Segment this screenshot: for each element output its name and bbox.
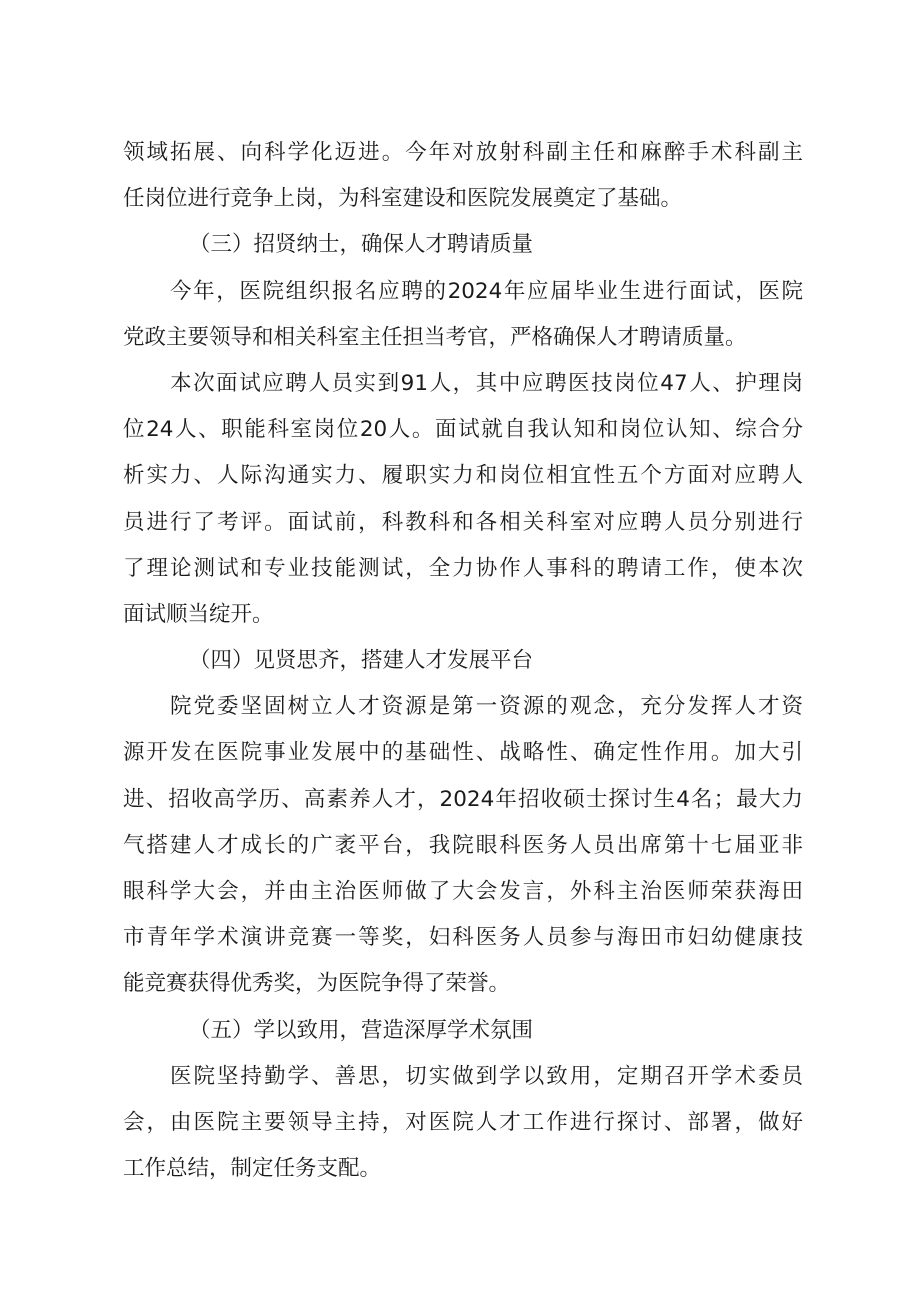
paragraph-line: 源开发在医院事业发展中的基础性、战略性、确定性作用。加大引 [123, 740, 803, 766]
document-body [123, 130, 803, 1192]
paragraph-line: 气搭建人才成长的广袤平台，我院眼科医务人员出席第十七届亚非 [123, 832, 803, 858]
paragraph-line: 本次面试应聘人员实到91人，其中应聘医技岗位47人、护理岗 [170, 370, 803, 396]
section-heading-4: （四）见贤思齐，搭建人才发展平台 [189, 648, 534, 674]
section-heading-5: （五）学以致用，营造深厚学术氛围 [189, 1017, 534, 1043]
paragraph-line: 面试顺当绽开。 [123, 601, 274, 627]
paragraph-line: 位24人、职能科室岗位20人。面试就自我认知和岗位认知、综合分 [123, 417, 803, 443]
paragraph-line: 今年，医院组织报名应聘的2024年应届毕业生进行面试，医院 [170, 278, 803, 304]
paragraph-line: 领域拓展、向科学化迈进。今年对放射科副主任和麻醉手术科副主 [123, 140, 803, 165]
section-heading-3: （三）招贤纳士，确保人才聘请质量 [189, 232, 534, 258]
paragraph-line: 院党委坚固树立人才资源是第一资源的观念，充分发挥人才资 [170, 694, 803, 720]
paragraph-line: 能竞赛获得优秀奖，为医院争得了荣誉。 [123, 971, 511, 997]
paragraph-line: 进、招收高学历、高素养人才，2024年招收硕士探讨生4名；最大力 [123, 786, 803, 812]
paragraph-line: 员进行了考评。面试前，科教科和各相关科室对应聘人员分别进行 [123, 509, 803, 535]
paragraph-line: 医院坚持勤学、善思，切实做到学以致用，定期召开学术委员 [170, 1063, 803, 1089]
paragraph-line: 析实力、人际沟通实力、履职实力和岗位相宜性五个方面对应聘人 [123, 463, 803, 489]
paragraph-line: 了理论测试和专业技能测试，全力协作人事科的聘请工作，使本次 [123, 555, 803, 581]
paragraph-line: 工作总结，制定任务支配。 [123, 1156, 382, 1182]
paragraph-line: 市青年学术演讲竞赛一等奖，妇科医务人员参与海田市妇幼健康技 [123, 925, 803, 951]
paragraph-line: 党政主要领导和相关科室主任担当考官，严格确保人才聘请质量。 [123, 324, 747, 350]
paragraph-line: 会，由医院主要领导主持，对医院人才工作进行探讨、部署，做好 [123, 1109, 803, 1135]
paragraph-line: 任岗位进行竞争上岗，为科室建设和医院发展奠定了基础。 [123, 186, 683, 212]
paragraph-line: 眼科学大会，并由主治医师做了大会发言，外科主治医师荣获海田 [123, 879, 803, 904]
